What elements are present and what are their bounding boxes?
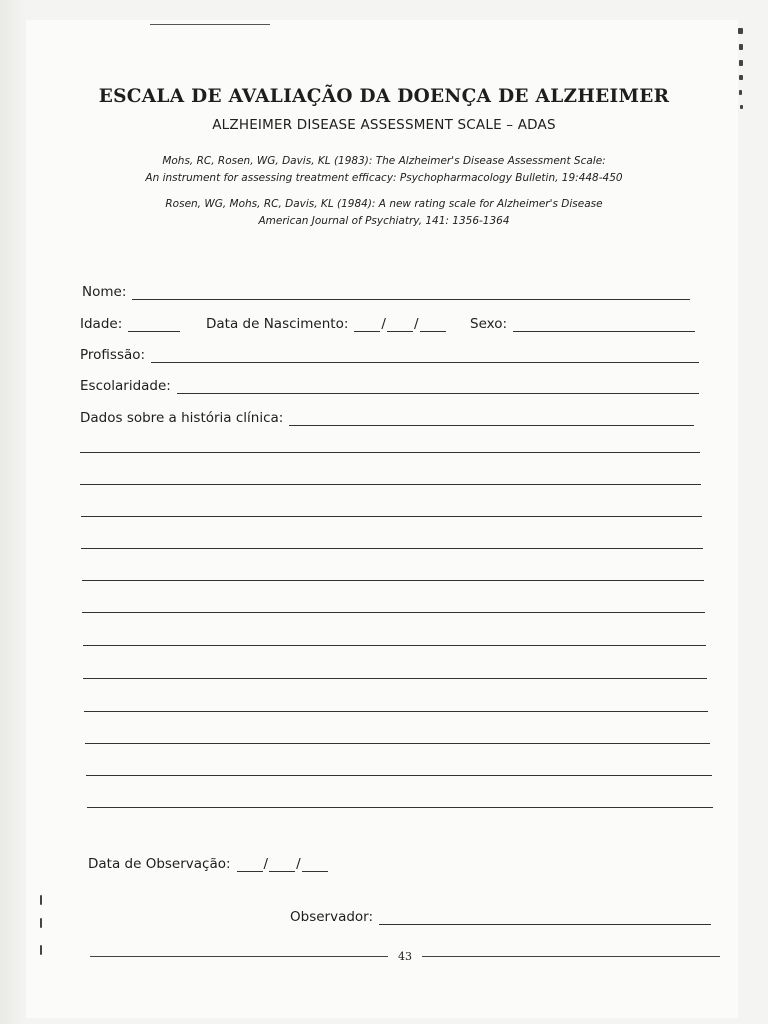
- reference-1: [0, 153, 768, 187]
- page-subtitle: ALZHEIMER DISEASE ASSESSMENT SCALE – ADAS: [212, 117, 556, 133]
- observacao-label: Data de Observação:: [88, 856, 231, 872]
- edge-mark: [40, 945, 42, 955]
- observacao-year-line[interactable]: [302, 859, 328, 872]
- sexo-label: Sexo:: [470, 316, 508, 332]
- date-slash: /: [413, 316, 419, 332]
- sexo-field: [470, 316, 695, 332]
- observador-label: Observador:: [290, 909, 374, 925]
- edge-mark: [739, 75, 743, 80]
- historia-input-line[interactable]: [289, 413, 694, 426]
- history-blank-line[interactable]: [82, 612, 705, 613]
- observador-input-line[interactable]: [379, 912, 711, 925]
- nome-input-line[interactable]: [132, 287, 690, 300]
- reference-2-line-1: Rosen, WG, Mohs, RC, Davis, KL (1984): A new rating scale for Alzheimer's Disease: [165, 198, 603, 210]
- history-blank-line[interactable]: [82, 580, 704, 581]
- date-slash: /: [381, 316, 386, 332]
- history-blank-line[interactable]: [80, 484, 701, 485]
- reference-1-line-2: An instrument for assessing treatment efficacy: Psychopharmacology Bulletin, 19:448-450: [145, 172, 623, 184]
- edge-mark: [739, 44, 743, 50]
- history-blank-line[interactable]: [84, 711, 708, 712]
- edge-mark: [40, 895, 42, 905]
- idade-label: Idade:: [80, 316, 123, 332]
- nascimento-field: [206, 316, 446, 332]
- history-blank-line[interactable]: [83, 645, 706, 646]
- edge-mark: [40, 918, 42, 928]
- edge-mark: [739, 60, 743, 66]
- history-blank-line[interactable]: [86, 775, 712, 776]
- historia-field: [80, 410, 694, 426]
- escolaridade-field: [80, 378, 699, 394]
- top-rule: [150, 24, 270, 25]
- reference-2-line-2: American Journal of Psychiatry, 141: 1356-1364: [258, 215, 510, 227]
- date-slash: /: [263, 856, 269, 872]
- footer-rule-right: [422, 956, 720, 957]
- page-title: ESCALA DE AVALIAÇÃO DA DOENÇA DE ALZHEIMER: [98, 86, 670, 107]
- idade-input-line[interactable]: [128, 319, 180, 332]
- profissao-field: [80, 347, 699, 363]
- history-blank-line[interactable]: [80, 452, 700, 453]
- history-blank-line[interactable]: [83, 678, 707, 679]
- history-blank-line[interactable]: [87, 807, 713, 808]
- nascimento-month-line[interactable]: [387, 319, 413, 332]
- nome-field: [82, 284, 690, 300]
- page-number: 43: [398, 950, 412, 963]
- idade-field: [80, 316, 180, 332]
- sexo-input-line[interactable]: [513, 319, 695, 332]
- observacao-day-line[interactable]: [237, 859, 263, 872]
- history-blank-line[interactable]: [81, 548, 703, 549]
- edge-mark: [738, 28, 743, 34]
- reference-1-line-1: Mohs, RC, Rosen, WG, Davis, KL (1983): The Alzheimer's Disease Assessment Scale:: [162, 155, 606, 167]
- observacao-field: [88, 856, 328, 872]
- escolaridade-label: Escolaridade:: [80, 378, 171, 394]
- footer-rule-left: [90, 956, 388, 957]
- reference-2: [0, 196, 768, 230]
- date-slash: /: [296, 856, 301, 872]
- page-footer: [90, 950, 720, 963]
- profissao-label: Profissão:: [80, 347, 146, 363]
- history-blank-line[interactable]: [81, 516, 702, 517]
- observacao-month-line[interactable]: [269, 859, 295, 872]
- historia-label: Dados sobre a história clínica:: [80, 410, 284, 426]
- nascimento-day-line[interactable]: [354, 319, 380, 332]
- history-blank-line[interactable]: [85, 743, 710, 744]
- nascimento-date[interactable]: [354, 316, 445, 332]
- observacao-date[interactable]: [237, 856, 328, 872]
- nascimento-year-line[interactable]: [420, 319, 446, 332]
- profissao-input-line[interactable]: [151, 350, 699, 363]
- escolaridade-input-line[interactable]: [177, 381, 699, 394]
- observador-field: [290, 909, 711, 925]
- nascimento-label: Data de Nascimento:: [206, 316, 349, 332]
- nome-label: Nome:: [82, 284, 127, 300]
